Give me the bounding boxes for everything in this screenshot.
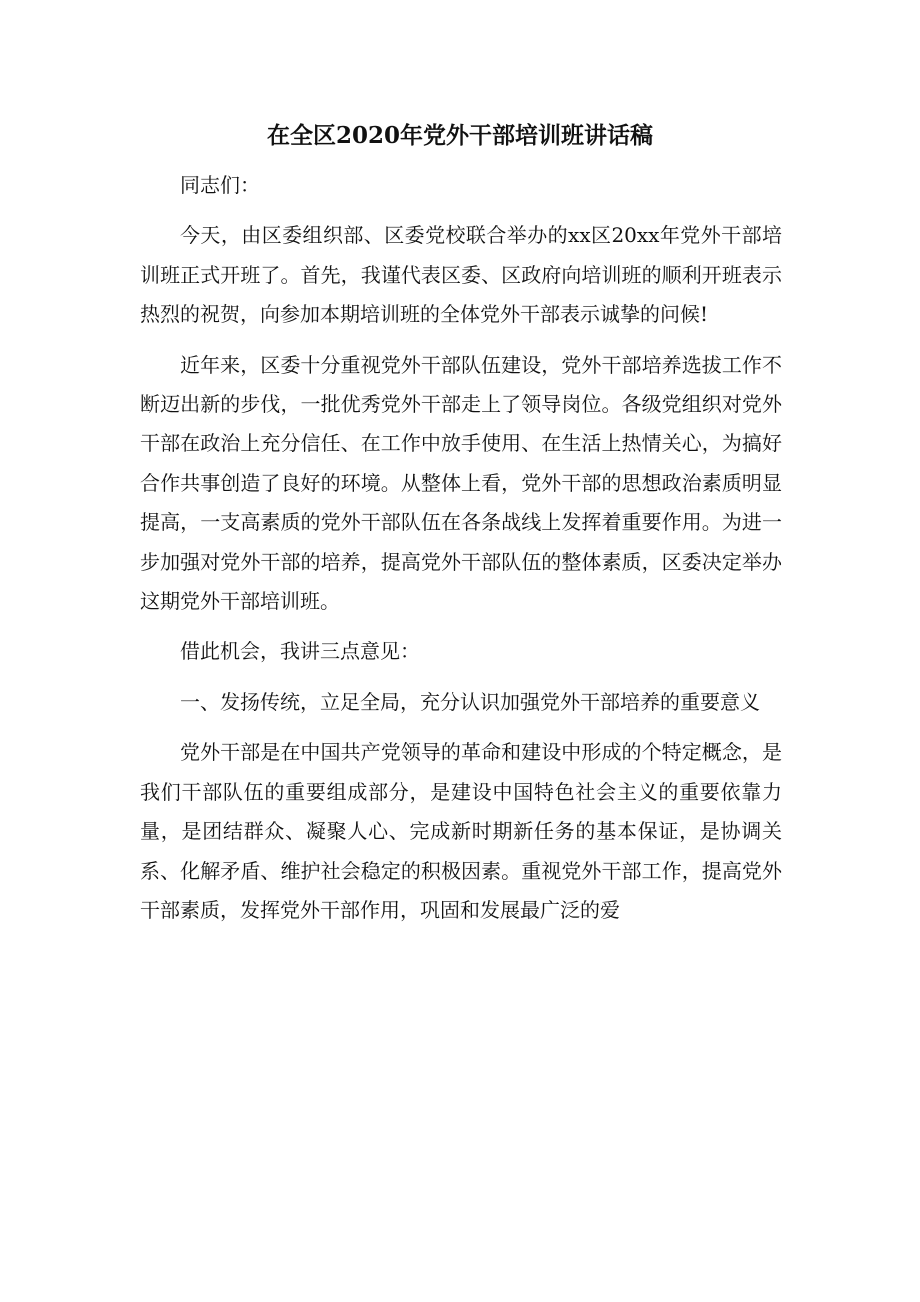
section-heading-1: 一、发扬传统，立足全局，充分认识加强党外干部培养的重要意义 [180,689,760,714]
paragraph-salutation: 同志们： [180,173,260,197]
paragraph-transition: 借此机会，我讲三点意见： [180,639,420,664]
paragraph-background: 近年来，区委十分重视党外干部队伍建设，党外干部培养选拔工作不断迈出新的步伐，一批优秀党外干部走上了领导岗位。各级党组织对党外干部在政治上充分信任、在工作中放手使用、在生活上热情关心，为搞好合作共事创造了良好的环境。从整体上看，党外干部的思想政治素质明显提高，一支高素质的党外干部队伍在各条战线上发挥着重要作用。为进一步加强对党外干部的培养，提高党外干部队伍的整体素质，区委决定举办这期党外干部培训班。 [140,352,782,614]
paragraph-section-1: 党外干部是在中国共产党领导的革命和建设中形成的个特定概念，是我们干部队伍的重要组成部分，是建设中国特色社会主义的重要依靠力量，是团结群众、凝聚人心、完成新时期新任务的基本保证，是协调关系、化解矛盾、维护社会稳定的积极因素。重视党外干部工作，提高党外干部素质，发挥党外干部作用，巩固和发展最广泛的爱 [140,740,782,922]
paragraph-opening: 今天，由区委组织部、区委党校联合举办的xx区20xx年党外干部培训班正式开班了。首先，我谨代表区委、区政府向培训班的顺利开班表示热烈的祝贺，向参加本期培训班的全体党外干部表示诚挚的问候! [140,223,782,327]
document-body [140,166,782,941]
document-title: 在全区2020年党外干部培训班讲话稿 [266,122,653,149]
